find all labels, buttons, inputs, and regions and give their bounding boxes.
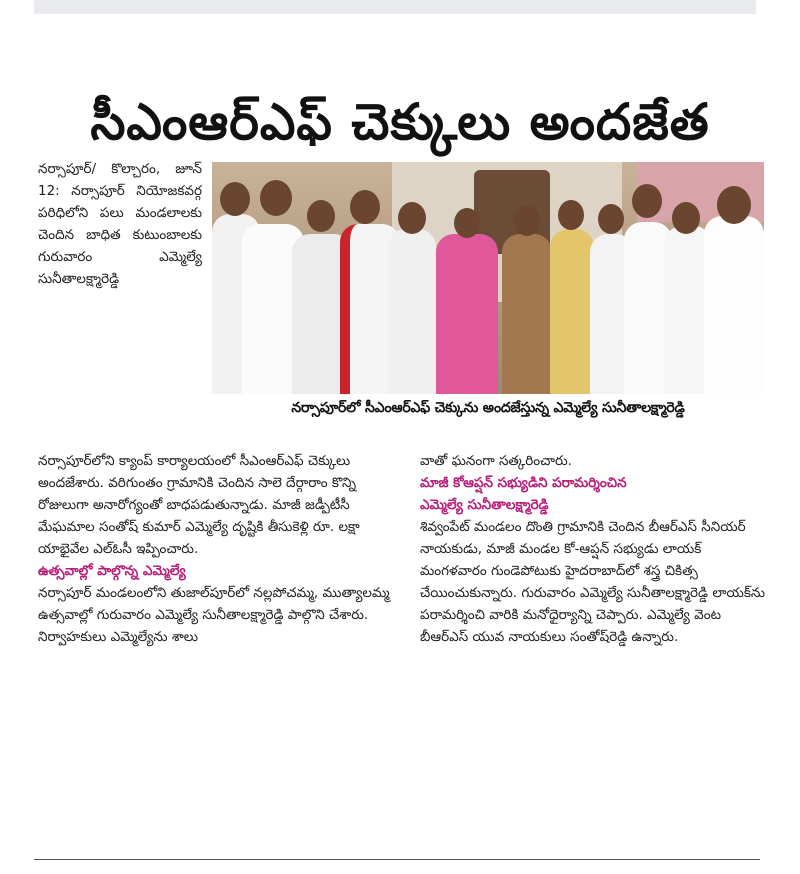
right-subheading-line-1: మాజీ కోఆప్షన్ సభ్యుడిని పరామర్శించిన bbox=[420, 475, 627, 491]
photo-head bbox=[558, 200, 584, 230]
photo-person bbox=[704, 216, 764, 394]
photo-head bbox=[260, 180, 292, 216]
left-subheading: ఉత్సవాల్లో పాల్గొన్న ఎమ్మెల్యే bbox=[38, 563, 186, 579]
top-band bbox=[34, 0, 756, 14]
left-column bbox=[38, 450, 406, 648]
photo-head bbox=[632, 184, 662, 218]
photo-head bbox=[307, 200, 335, 232]
photo-caption: నర్సాపూర్‌లో సీఎంఆర్ఎఫ్ చెక్కును అందజేస్తున్న ఎమ్మెల్యే సునీతాలక్ష్మారెడ్డి bbox=[291, 400, 685, 416]
photo-person bbox=[502, 234, 552, 394]
photo-head bbox=[598, 204, 624, 234]
bottom-rule bbox=[34, 859, 760, 860]
intro-paragraph: నర్సాపూర్/ కొల్చారం, జూన్ 12: నర్సాపూర్ నియోజకవర్గ పరిధిలోని పలు మండలాలకు చెందిన బాధిత కుటుంబాలకు గురువారం ఎమ్మెల్యే సునీతాలక్ష్మారెడ్డి bbox=[38, 161, 202, 287]
left-paragraph-2: నర్సాపూర్ మండలంలోని తుజాల్‌పూర్‌లో నల్లపోచమ్మ, ముత్యాలమ్మ ఉత్సవాల్లో గురువారం ఎమ్మెల్యే సునీతాలక్ష్మారెడ్డి పాల్గొని చేశారు. నిర్వాహకులు ఎమ్మెల్యేను శాలు bbox=[38, 585, 390, 645]
photo-head bbox=[454, 208, 480, 238]
intro-column bbox=[38, 158, 202, 290]
photo-person bbox=[436, 234, 498, 394]
photo-head bbox=[672, 202, 700, 234]
photo-head bbox=[350, 190, 380, 224]
right-paragraph-0: వాతో ఘనంగా సత్కరించారు. bbox=[420, 453, 572, 469]
photo-person bbox=[550, 229, 594, 394]
news-photo bbox=[212, 162, 764, 394]
right-paragraph-1: శివ్వంపేట్ మండలం దొంతి గ్రామానికి చెందిన బీఆర్ఎస్ సీనియర్ నాయకుడు, మాజీ మండల కో-ఆప్షన్ సభ్యుడు లాయక్ మంగళవారం గుండెపోటుకు హైదరాబాద్‌లో శస్త్ర చికిత్స చేయించుకున్నారు. గురువారం ఎమ్మెల్యే సునీతాలక్ష్మారెడ్డి లాయక్‌ను పరామర్శించి వారికి మనోధైర్యాన్ని చెప్పారు. ఎమ్మెల్యే వెంట బీఆర్ఎస్ యువ నాయకులు సంతోష్‌రెడ్డి ఉన్నారు. bbox=[420, 519, 766, 645]
right-column bbox=[420, 450, 766, 648]
photo-head bbox=[398, 202, 426, 234]
photo-head bbox=[220, 182, 250, 216]
right-subheading-line-2: ఎమ్మెల్యే సునీతాలక్ష్మారెడ్డి bbox=[420, 497, 549, 513]
photo-person bbox=[388, 229, 436, 394]
photo-head bbox=[514, 206, 540, 236]
photo-head bbox=[717, 186, 751, 224]
headline: సీఎంఆర్ఎఫ్ చెక్కులు అందజేత bbox=[90, 92, 710, 151]
left-paragraph-1: నర్సాపూర్‌లోని క్యాంప్ కార్యాలయంలో సీఎంఆర్ఎఫ్ చెక్కులు అందజేశారు. వరిగుంతం గ్రామానికి చెందిన సాలె దేర్గారాం కొన్ని రోజులుగా అనారోగ్యంతో బాధపడుతున్నాడు. మాజీ జడ్పీటీసీ మేఘమాల సంతోష్ కుమార్ ఎమ్మెల్యే దృష్టికి తీసుకెళ్లి రూ. లక్షా యాభైవేల ఎల్‌ఓసీ ఇప్పించారు. bbox=[38, 453, 360, 557]
